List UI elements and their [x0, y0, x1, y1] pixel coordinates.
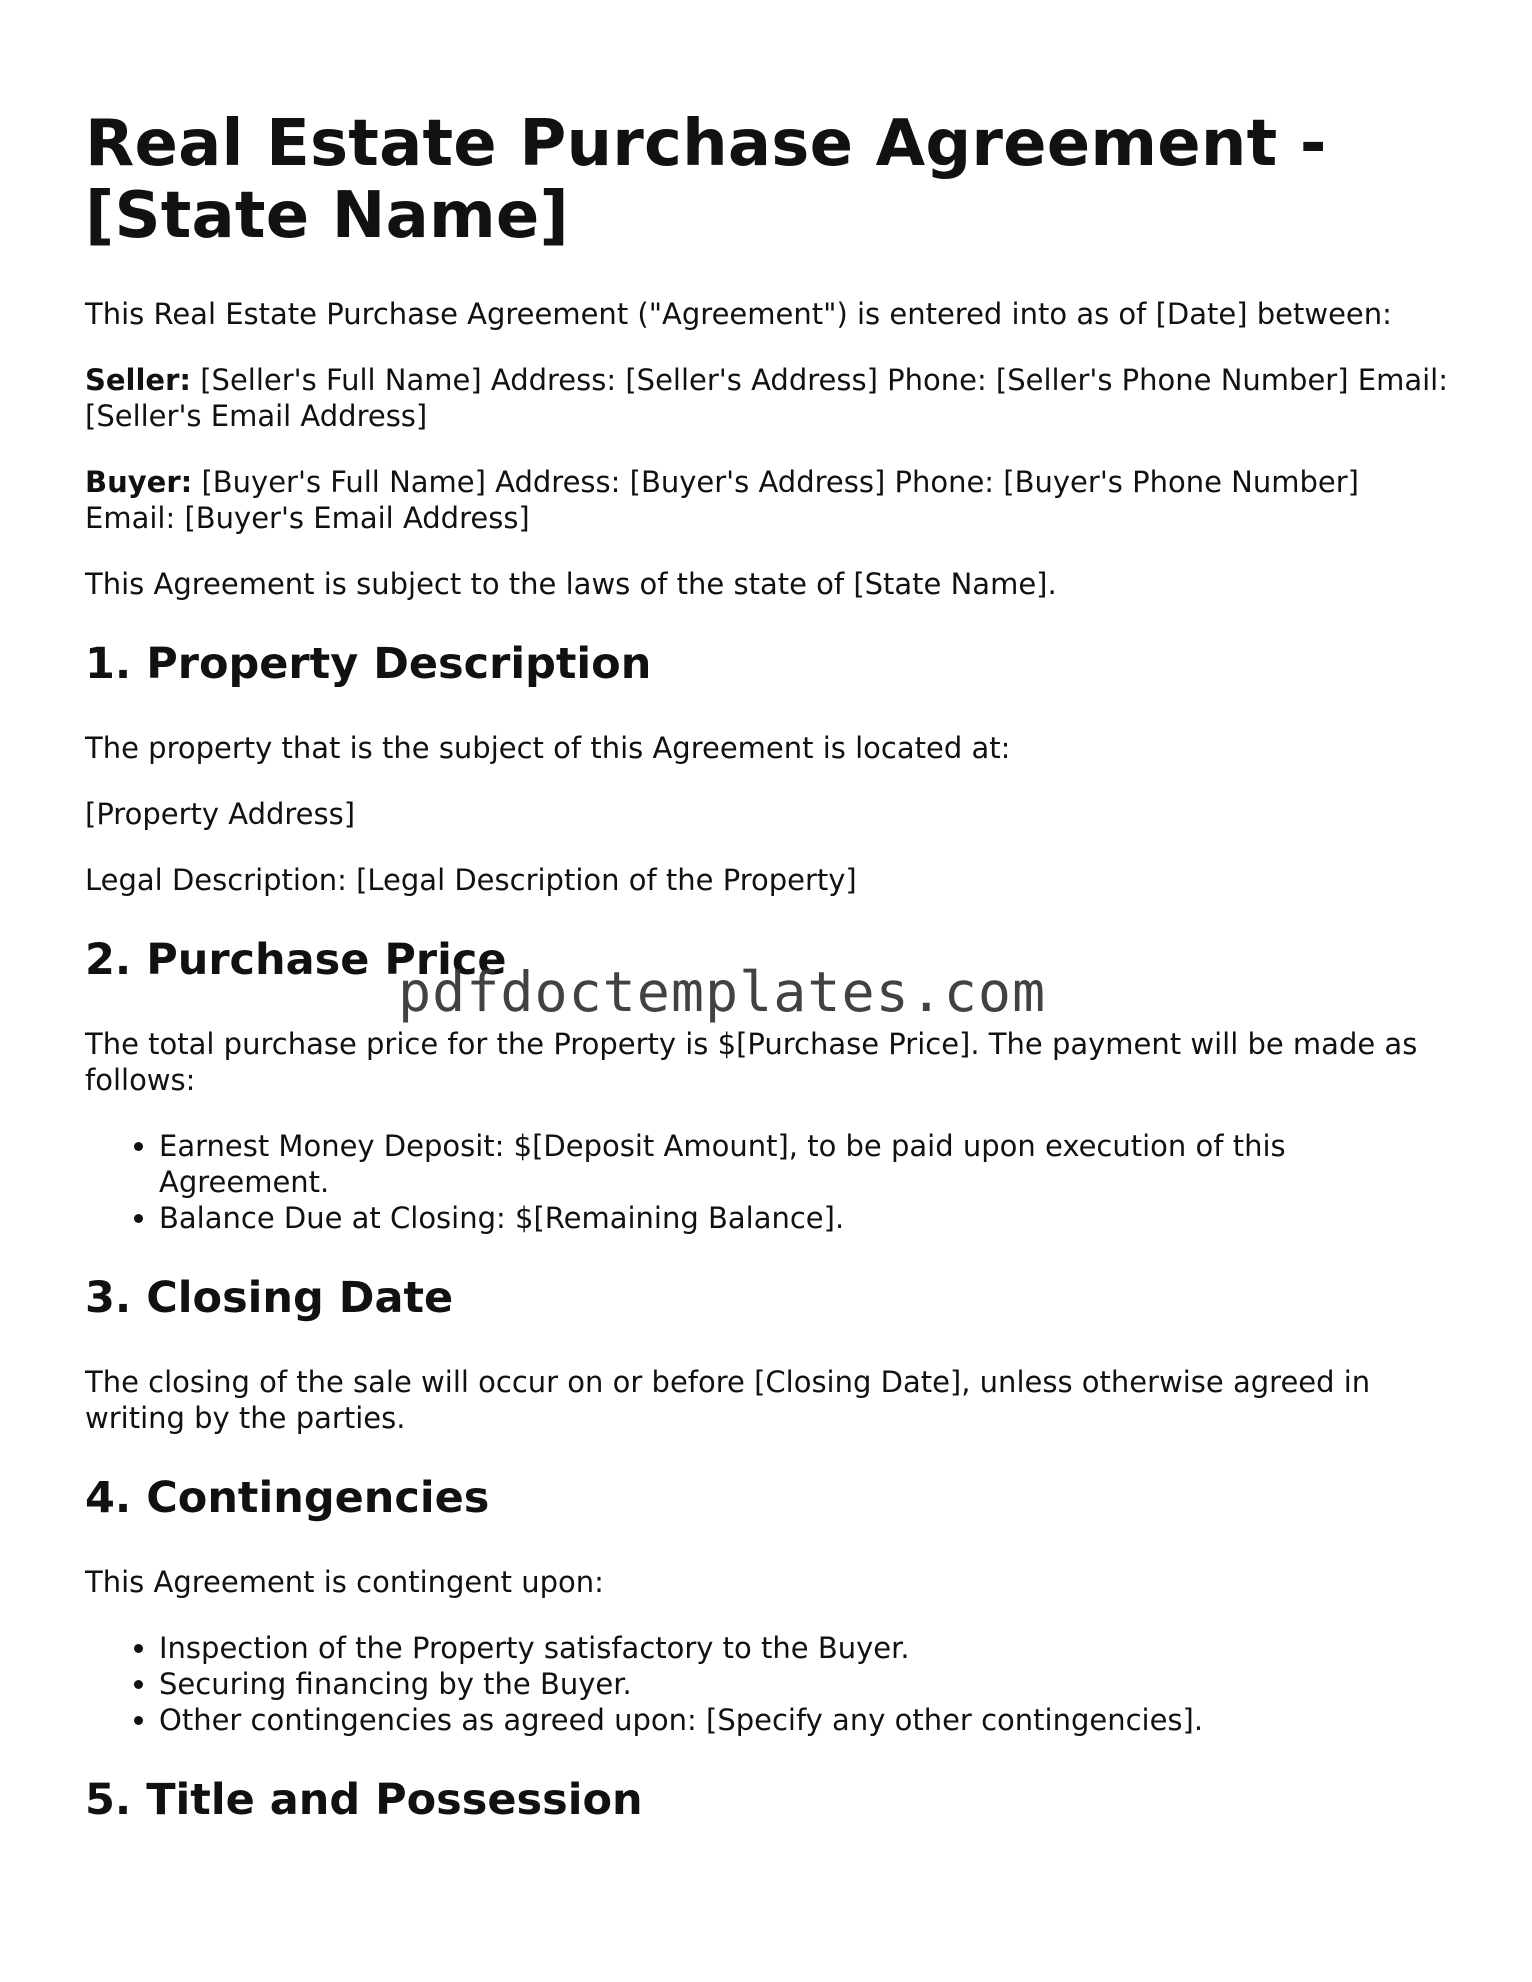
- section-heading-contingencies: 4. Contingencies: [85, 1473, 490, 1523]
- buyer-label: Buyer:: [85, 465, 193, 499]
- watermark: pdfdoctemplates.com: [398, 960, 1047, 1024]
- governing-law-statement: This Agreement is subject to the laws of the state of [State Name].: [85, 567, 1057, 601]
- seller-info: [85, 362, 1457, 434]
- property-address: [Property Address]: [85, 797, 356, 831]
- list-item: • Earnest Money Deposit: $[Deposit Amount], to be paid upon execution of this Agreement.: [159, 1128, 1457, 1200]
- section-heading-property-description: 1. Property Description: [85, 639, 652, 689]
- purchase-price-paragraph: The total purchase price for the Property is $[Purchase Price]. The payment will be made as follows:: [85, 1027, 1418, 1097]
- contingencies-intro: This Agreement is contingent upon:: [85, 1565, 604, 1599]
- property-legal-description: Legal Description: [Legal Description of the Property]: [85, 863, 857, 897]
- buyer-details: [Buyer's Full Name] Address: [Buyer's Address] Phone: [Buyer's Phone Number] Email: [Buyer's Email Address]: [85, 465, 1359, 535]
- section-heading-closing-date: 3. Closing Date: [85, 1273, 454, 1323]
- list-item: • Balance Due at Closing: $[Remaining Balance].: [159, 1200, 1457, 1236]
- intro-paragraph: This Real Estate Purchase Agreement ("Agreement") is entered into as of [Date] between:: [85, 297, 1392, 331]
- closing-date-paragraph: The closing of the sale will occur on or before [Closing Date], unless otherwise agreed in writing by the parties.: [85, 1365, 1371, 1435]
- list-item: • Other contingencies as agreed upon: [Specify any other contingencies].: [159, 1702, 1457, 1738]
- list-item: • Securing financing by the Buyer.: [159, 1666, 1457, 1702]
- property-location-intro: The property that is the subject of this Agreement is located at:: [85, 731, 1011, 765]
- document-title: Real Estate Purchase Agreement - [State Name]: [85, 107, 1327, 253]
- contingencies-list: [85, 1630, 1457, 1738]
- list-item: • Inspection of the Property satisfactory to the Buyer.: [159, 1630, 1457, 1666]
- seller-label: Seller:: [85, 363, 192, 397]
- seller-details: [Seller's Full Name] Address: [Seller's Address] Phone: [Seller's Phone Number] Email: [Seller's Email Address]: [85, 363, 1448, 433]
- buyer-info: [85, 464, 1457, 536]
- payment-terms-list: [85, 1128, 1457, 1236]
- section-heading-purchase-price: 2. Purchase Price: [85, 935, 507, 985]
- section-heading-title-possession: 5. Title and Possession: [85, 1775, 643, 1825]
